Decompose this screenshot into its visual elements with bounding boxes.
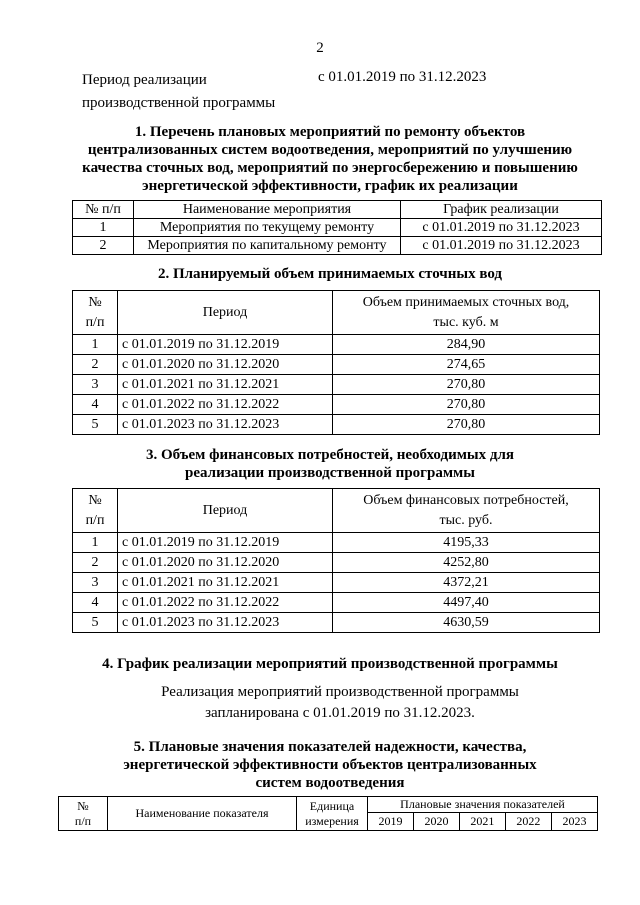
cell-amount: 4252,80 (333, 553, 600, 573)
cell-number: 1 (73, 533, 118, 553)
cell-period: с 01.01.2020 по 31.12.2020 (118, 355, 333, 375)
column-header-activity: Наименование мероприятия (134, 201, 401, 219)
header-number-line-1: № (88, 492, 102, 508)
section-1-title-line: энергетической эффективности, график их реализации (142, 178, 518, 194)
section-4-text-line: запланирована с 01.01.2019 по 31.12.2023. (205, 705, 475, 721)
cell-number: 5 (73, 415, 118, 435)
section-1-title-line: качества сточных вод, мероприятий по энергосбережению и повышению (82, 160, 578, 176)
section-4-text (60, 682, 620, 724)
header-unit-line-2: измерения (305, 813, 359, 828)
column-header-number (59, 797, 108, 831)
cell-number: 1 (73, 335, 118, 355)
cell-number: 4 (73, 593, 118, 613)
section-2-title: 2. Планируемый объем принимаемых сточных вод (157, 266, 503, 282)
column-header-period: Период (118, 291, 333, 335)
period-value: с 01.01.2019 по 31.12.2023 (318, 69, 487, 85)
cell-number: 3 (73, 375, 118, 395)
section-1-title-line: централизованных систем водоотведения, мероприятий по улучшению (87, 142, 573, 158)
header-financial-line-2: тыс. руб. (439, 512, 493, 528)
section-3-title (60, 446, 600, 482)
column-header-number (73, 291, 118, 335)
cell-volume: 270,80 (333, 375, 600, 395)
section-4-title: 4. График реализации мероприятий производственной программы (102, 656, 558, 672)
table-row (73, 219, 602, 237)
column-header-year: 2019 (368, 813, 414, 831)
column-header-unit (297, 797, 368, 831)
table-row (73, 335, 600, 355)
column-header-schedule: График реализации (401, 201, 602, 219)
cell-amount: 4497,40 (333, 593, 600, 613)
cell-schedule: с 01.01.2019 по 31.12.2023 (401, 237, 602, 255)
cell-period: с 01.01.2021 по 31.12.2021 (118, 375, 333, 395)
table-header-row (73, 201, 602, 219)
section-1-title (60, 123, 600, 195)
cell-number: 2 (73, 237, 134, 255)
cell-period: с 01.01.2022 по 31.12.2022 (118, 593, 333, 613)
wastewater-volume-table (72, 290, 600, 435)
cell-volume: 270,80 (333, 415, 600, 435)
table-header-row (73, 489, 600, 533)
column-header-year: 2021 (459, 813, 505, 831)
cell-period: с 01.01.2023 по 31.12.2023 (118, 415, 333, 435)
section-5-title-line: систем водоотведения (255, 775, 405, 791)
cell-period: с 01.01.2021 по 31.12.2021 (118, 573, 333, 593)
section-5-title-line: 5. Плановые значения показателей надежности, качества, (133, 739, 527, 755)
period-label (82, 69, 275, 115)
section-3-title-line: реализации производственной программы (185, 465, 475, 481)
table-row (73, 573, 600, 593)
cell-period: с 01.01.2020 по 31.12.2020 (118, 553, 333, 573)
cell-amount: 4630,59 (333, 613, 600, 633)
header-number-line-2: п/п (85, 512, 105, 528)
cell-volume: 270,80 (333, 395, 600, 415)
header-financial-line-1: Объем финансовых потребностей, (363, 492, 569, 508)
financial-needs-table (72, 488, 600, 633)
column-header-indicator-name: Наименование показателя (108, 797, 297, 831)
column-header-year: 2020 (413, 813, 459, 831)
column-header-number (73, 489, 118, 533)
column-header-planned-values: Плановые значения показателей (368, 797, 598, 813)
cell-number: 1 (73, 219, 134, 237)
header-number-line-1: № (77, 798, 89, 813)
cell-volume: 284,90 (333, 335, 600, 355)
activities-table (72, 200, 602, 255)
header-number-line-2: п/п (85, 314, 105, 330)
column-header-period: Период (118, 489, 333, 533)
cell-number: 4 (73, 395, 118, 415)
period-label-line-2: производственной программы (82, 95, 276, 111)
indicators-table (58, 796, 598, 831)
section-5-title (60, 738, 600, 792)
page-number: 2 (316, 40, 324, 56)
table-row (73, 355, 600, 375)
table-header-row (73, 291, 600, 335)
cell-amount: 4372,21 (333, 573, 600, 593)
column-header-number: № п/п (73, 201, 134, 219)
cell-number: 3 (73, 573, 118, 593)
column-header-volume (333, 291, 600, 335)
cell-period: с 01.01.2019 по 31.12.2019 (118, 533, 333, 553)
table-row (73, 613, 600, 633)
table-row (73, 533, 600, 553)
cell-schedule: с 01.01.2019 по 31.12.2023 (401, 219, 602, 237)
cell-period: с 01.01.2023 по 31.12.2023 (118, 613, 333, 633)
cell-number: 2 (73, 553, 118, 573)
section-5-title-line: энергетической эффективности объектов централизованных (123, 757, 537, 773)
table-row (73, 415, 600, 435)
cell-activity: Мероприятия по текущему ремонту (134, 219, 401, 237)
cell-amount: 4195,33 (333, 533, 600, 553)
table-row (73, 375, 600, 395)
cell-volume: 274,65 (333, 355, 600, 375)
cell-period: с 01.01.2022 по 31.12.2022 (118, 395, 333, 415)
table-row (73, 237, 602, 255)
table-row (73, 395, 600, 415)
period-label-line-1: Период реализации (82, 72, 207, 88)
header-unit-line-1: Единица (309, 798, 355, 813)
cell-period: с 01.01.2019 по 31.12.2019 (118, 335, 333, 355)
table-row (73, 553, 600, 573)
table-header-row (59, 797, 598, 813)
section-1-title-line: 1. Перечень плановых мероприятий по ремонту объектов (134, 124, 526, 140)
cell-number: 2 (73, 355, 118, 375)
section-4-text-line: Реализация мероприятий производственной программы (161, 684, 519, 700)
column-header-year: 2022 (505, 813, 551, 831)
table-row (73, 593, 600, 613)
header-number-line-2: п/п (74, 813, 92, 828)
cell-activity: Мероприятия по капитальному ремонту (134, 237, 401, 255)
header-number-line-1: № (88, 294, 102, 310)
cell-number: 5 (73, 613, 118, 633)
section-3-title-line: 3. Объем финансовых потребностей, необходимых для (145, 447, 515, 463)
header-volume-line-1: Объем принимаемых сточных вод, (362, 294, 570, 310)
column-header-year: 2023 (551, 813, 597, 831)
header-volume-line-2: тыс. куб. м (433, 314, 499, 330)
column-header-financial (333, 489, 600, 533)
